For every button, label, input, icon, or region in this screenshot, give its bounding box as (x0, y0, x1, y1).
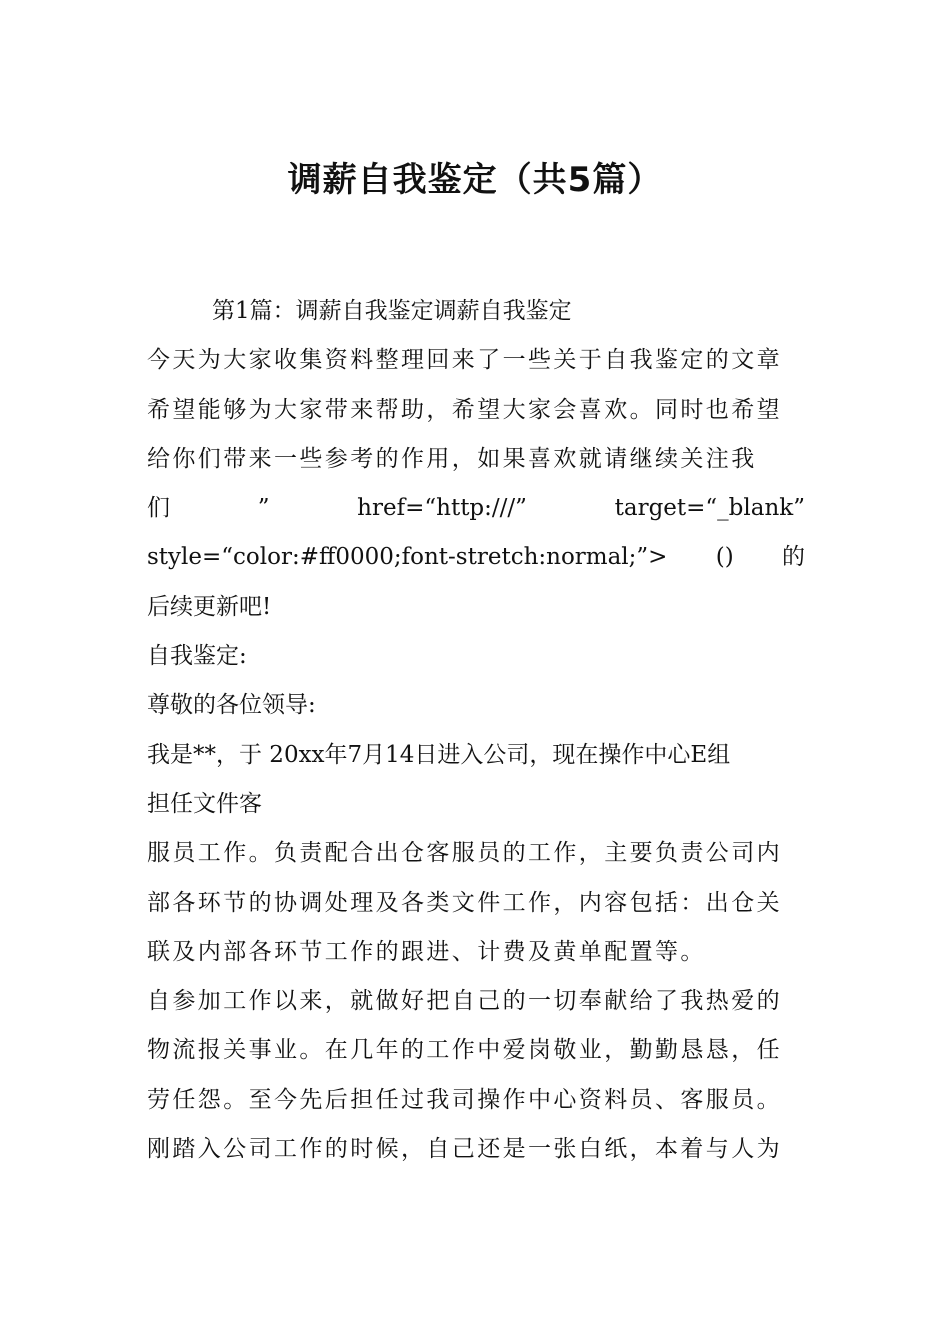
line-segment: target=“_blank” (614, 495, 805, 522)
paragraph-line: 服员工作。负责配合出仓客服员的工作，主要负责公司内 (147, 840, 782, 867)
paragraph-line: 我是**，于 20xx年7月14日进入公司，现在操作中心E组 (147, 741, 731, 768)
paragraph-line: 联及内部各环节工作的跟进、计费及黄单配置等。 (147, 938, 706, 965)
paragraph-line: 物流报关事业。在几年的工作中爱岗敬业，勤勤恳恳，任 (147, 1037, 782, 1064)
line-segment: 的 (782, 544, 805, 571)
paragraph-line: 给你们带来一些参考的作用，如果喜欢就请继续关注我 (147, 445, 757, 472)
paragraph-line: 希望能够为大家带来帮助，希望大家会喜欢。同时也希望 (147, 396, 782, 423)
line-segment: style=“color:#ff0000;font-stretch:normal;”> (147, 544, 668, 571)
paragraph-line (147, 533, 805, 582)
document-body (147, 287, 805, 1174)
section-heading: 第1篇：调薪自我鉴定调薪自我鉴定 (212, 298, 572, 324)
line-segment: 们 (147, 495, 170, 522)
paragraph-line: 尊敬的各位领导: (147, 692, 316, 719)
line-segment: href=“http:///” (357, 495, 527, 522)
line-segment: ” (257, 495, 270, 522)
paragraph-line: 部各环节的协调处理及各类文件工作，内容包括：出仓关 (147, 889, 782, 916)
paragraph-line: 今天为大家收集资料整理回来了一些关于自我鉴定的文章 (147, 347, 782, 374)
line-segment: () (715, 544, 734, 571)
paragraph-line: 担任文件客 (147, 790, 262, 817)
paragraph-line: 刚踏入公司工作的时候，自己还是一张白纸，本着与人为 (147, 1136, 782, 1163)
paragraph-line: 后续更新吧! (147, 593, 272, 620)
document-title: 调薪自我鉴定（共5篇） (287, 160, 663, 200)
paragraph-line: 自参加工作以来，就做好把自己的一切奉献给了我热爱的 (147, 988, 782, 1015)
paragraph-line: 劳任怨。至今先后担任过我司操作中心资料员、客服员。 (147, 1086, 782, 1113)
paragraph-line (147, 484, 805, 533)
paragraph-line: 自我鉴定: (147, 643, 247, 670)
